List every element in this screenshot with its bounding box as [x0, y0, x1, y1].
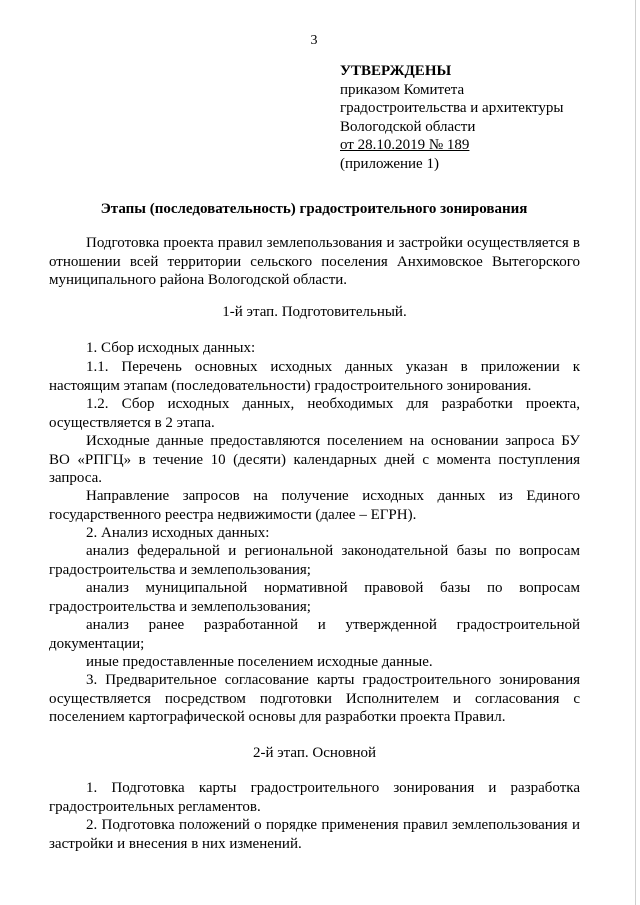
intro-paragraph: Подготовка проекта правил землепользования и застройки осуществляется в отношении всей территории сельского поселения Анхимовское Вытегорского муниципального района Вологодской области.	[49, 235, 580, 288]
stage1-paragraph: 1. Сбор исходных данных:	[86, 340, 256, 356]
stage1-paragraph: анализ ранее разработанной и утвержденной градостроительной документации;	[49, 617, 580, 652]
stage2-heading: 2-й этап. Основной	[252, 745, 377, 761]
stage1-paragraph: 1.1. Перечень основных исходных данных указан в приложении к настоящим этапам (последовательности) градостроительного зонирования.	[49, 359, 580, 394]
stage1-paragraph: анализ муниципальной нормативной правовой базы по вопросам градостроительства и землепользования;	[49, 580, 580, 615]
page-number: 3	[310, 33, 318, 48]
approval-line: Вологодской области	[340, 118, 476, 135]
approval-appendix-note: (приложение 1)	[340, 155, 439, 172]
stage1-paragraph: 2. Анализ исходных данных:	[86, 525, 270, 541]
stage1-paragraph: 3. Предварительное согласование карты градостроительного зонирования осуществляется посредством подготовки Исполнителем и согласования с поселением картографической основы для разработки проекта Правил.	[49, 672, 580, 725]
stage1-heading: 1-й этап. Подготовительный.	[222, 304, 407, 320]
stage1-paragraph: иные предоставленные поселением исходные данные.	[86, 654, 433, 670]
approval-line: градостроительства и архитектуры	[340, 100, 564, 116]
stage1-paragraph: Исходные данные предоставляются поселением на основании запроса БУ ВО «РПГЦ» в течение 10 (десяти) календарных дней с момента поступления запроса.	[49, 433, 580, 486]
approval-line: приказом Комитета	[340, 81, 465, 98]
stage1-paragraph: 1.2. Сбор исходных данных, необходимых для разработки проекта, осуществляется в 2 этапа.	[49, 396, 580, 431]
stage1-paragraph: Направление запросов на получение исходных данных из Единого государственного реестра недвижимости (далее – ЕГРН).	[49, 488, 580, 523]
stage2-paragraph: 1. Подготовка карты градостроительного зонирования и разработка градостроительных регламентов.	[49, 780, 580, 815]
page-edge-divider	[635, 0, 636, 905]
stage2-paragraph: 2. Подготовка положений о порядке применения правил землепользования и застройки и внесения в них изменений.	[49, 817, 580, 852]
approval-order-number: от 28.10.2019 № 189	[340, 137, 470, 153]
approval-heading: УТВЕРЖДЕНЫ	[340, 63, 452, 79]
stage1-paragraph: анализ федеральной и региональной законодательной базы по вопросам градостроительства и землепользования;	[49, 543, 580, 578]
approval-block	[340, 62, 563, 173]
document-title: Этапы (последовательность) градостроительного зонирования	[100, 201, 528, 217]
